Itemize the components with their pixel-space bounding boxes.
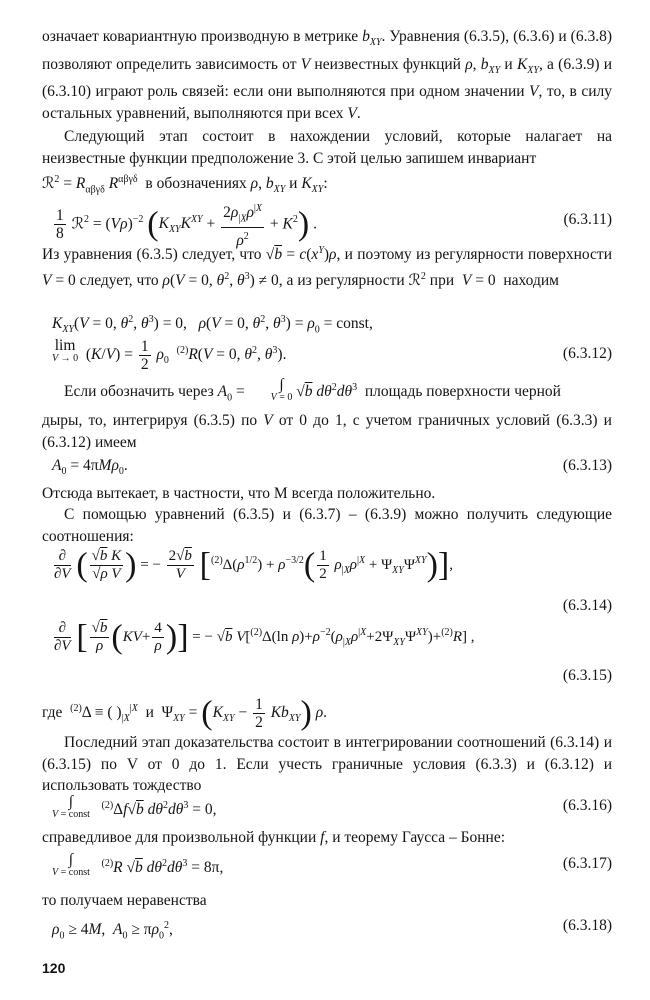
equation-number: (6.3.12) bbox=[562, 345, 612, 362]
paragraph-1: означает ковариантную производную в метрике $b_{XY}$. Уравнения (6.3.5), (6.3.6) и (6.3.8) позволяют определить зависимость от V неизвестных функций ρ, $b_{XY}$ и $K_{XY}$, а (6.3.9) и (6.3.10) играют роль связей: если они выполняются при одном значении V, то, в силу остальных уравнений, выполняются при всех V. bbox=[42, 28, 613, 122]
paragraph-2-cont: ℛ$^2$ = $R_{\alpha\beta\gamma\delta}$ $R^{\alpha\beta\gamma\delta}$ в обозначениях ρ, $b_{XY}$ и $K_{XY}$: bbox=[42, 174, 328, 196]
paragraph-4-cont: дыры, то, интегрируя (6.3.5) по V от 0 до 1, с учетом граничных условий (6.3.3) и (6.3.12) имеем bbox=[42, 412, 612, 451]
paragraph-9: то получаем неравенства bbox=[42, 892, 207, 909]
equation-boundary-values: $K_{XY}(V = 0$, $\theta^2$, $\theta^3) = 0$, ρ(V = 0, $\theta^2$, $\theta^3) = \rho_0$ = const, bbox=[52, 314, 373, 336]
equation-6-3-13: $A_0 = 4\pi M\rho_0$. (6.3.13) bbox=[52, 454, 612, 478]
equation-number-6-3-14: (6.3.14) bbox=[562, 597, 612, 614]
equation-definitions: где $^{(2)}$Δ ≡ ( )$_{|X}^{|X}$ и $\Psi_{XY} = (K_{XY}$ − $\frac{1}{2}$ $Kb_{XY}$) ρ. bbox=[42, 694, 328, 732]
equation-number: (6.3.18) bbox=[562, 917, 612, 934]
equation-number: (6.3.16) bbox=[562, 797, 612, 814]
equation-number: (6.3.13) bbox=[562, 457, 612, 474]
equation-6-3-18: $\rho_0 \ge 4M$, $A_0 \ge \pi\rho_0^2$, (6.3.18) bbox=[52, 914, 612, 938]
paragraph-4: Если обозначить через $A_0$ = ∫ V = 0 √b $d\theta^2d\theta^3$ площадь поверхности черной bbox=[64, 376, 561, 404]
paragraph-2: Следующий этап состоит в нахождении условий, которые налагает на неизвестные функции предположение 3. С этой целью запишем инвариант bbox=[42, 128, 612, 167]
equation-number: (6.3.11) bbox=[563, 211, 612, 228]
paragraph-3: Из уравнения (6.3.5) следует, что $√b = c(x^Y)\rho$, и поэтому из регулярности поверхности V = 0 следует, что ρ(V = 0, $\theta^2$, $\theta^3) \ne 0$, а из регулярности ℛ$^2$ при V = 0 находим bbox=[42, 245, 612, 289]
equation-6-3-11: $\frac{1}{8}$ ℛ$^2$ = $(V\rho)^{-2}$ ($K_{XY}K^{XY}$ + $\frac{2\rho_{|X}\rho^{|X}}{\rho^2}$ + $K^2$) . (6.3.11) bbox=[52, 198, 612, 238]
equation-6-3-14: $\frac{\partial}{\partial V}$ ( $\frac{\text{√b K}}{\text{√ρ V}}$ ) = − $\frac{2√b}{V}$ [$^{(2)}\Delta(\rho^{1/2}) + \rho^{-3/2}$( $\frac{1}{2}$ $\rho_{|X}\rho^{|X} + \Psi_{XY}\Psi^{XY}$)], bbox=[54, 546, 453, 584]
paragraph-6: С помощью уравнений (6.3.5) и (6.3.7) – (6.3.9) можно получить следующие соотношения: bbox=[42, 506, 612, 545]
equation-6-3-15: $\frac{\partial}{\partial V}$ [ $\frac{√b}{\rho}$ (KV+ $\frac{4}{\rho}$ )] = − √b V[$^{(2)}$Δ(ln $\rho)+\rho^{-2}(\rho_{|X}\rho^{|X}+2\Psi_{XY}\Psi^{XY})+^{(2)}R$] , bbox=[54, 618, 475, 656]
page-number: 120 bbox=[42, 960, 66, 976]
equation-6-3-17: ∫ V = const $^{(2)}$R √b $d\theta^2d\theta^3 = 8\pi$, (6.3.17) bbox=[52, 851, 612, 878]
paragraph-8: справедливое для произвольной функции f, и теорему Гаусса – Бонне: bbox=[42, 829, 506, 846]
paragraph-7: Последний этап доказательства состоит в интегрировании соотношений (6.3.14) и (6.3.15) по V от 0 до 1. Если учесть граничные условия (6.3.3) и (6.3.12) и использовать тождество bbox=[42, 734, 612, 794]
equation-6-3-12: lim V → 0 (K/V) = $\frac{1}{2}$ $\rho_0$ $^{(2)}$R(V = 0, $\theta^2$, $\theta^3$). (6.3.12) bbox=[52, 337, 612, 373]
equation-number-6-3-15: (6.3.15) bbox=[562, 667, 612, 684]
equation-6-3-16: ∫ V = const $^{(2)}$Δf√b $d\theta^2d\theta^3 = 0$, (6.3.16) bbox=[52, 793, 612, 820]
equation-number: (6.3.17) bbox=[562, 855, 612, 872]
paragraph-5: Отсюда вытекает, в частности, что M всегда положительно. bbox=[42, 485, 436, 502]
